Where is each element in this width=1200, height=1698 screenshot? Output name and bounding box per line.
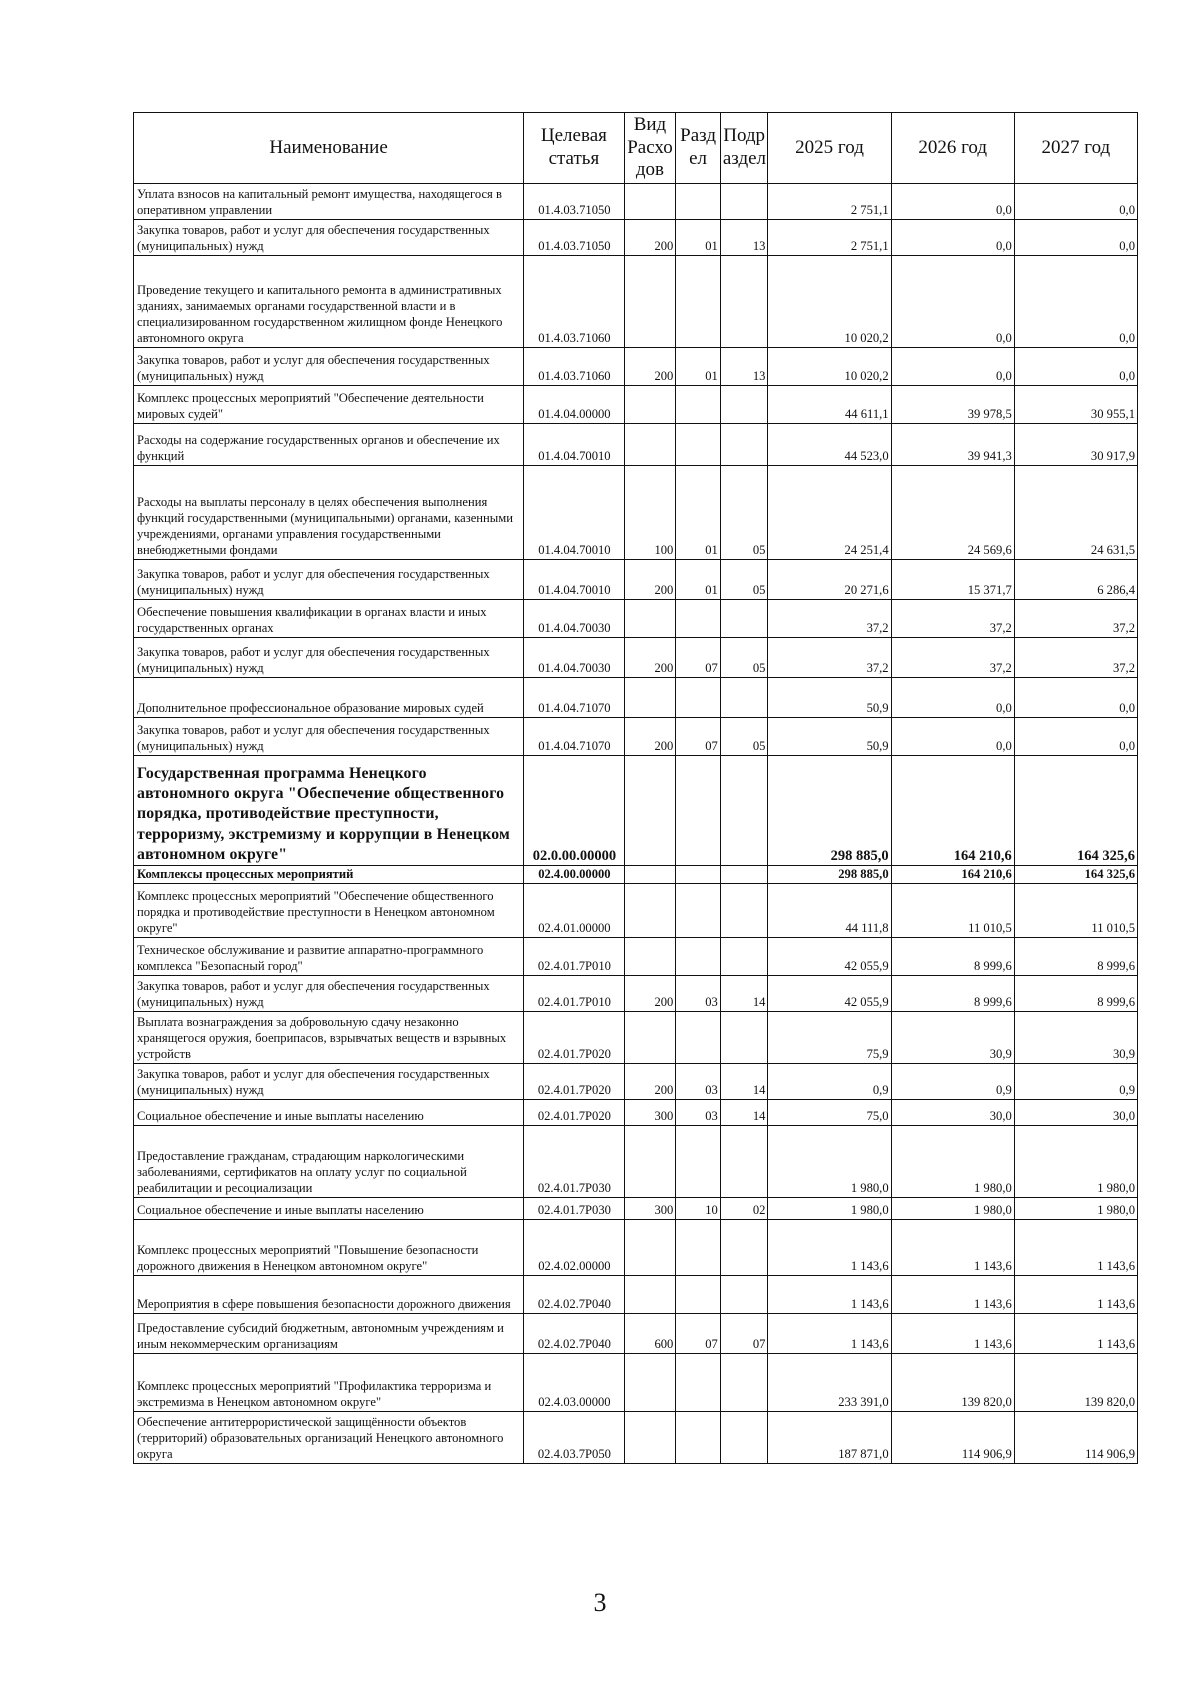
table-row (134, 1012, 1138, 1064)
cell-year-2027: 6 286,4 (1014, 560, 1137, 600)
cell-year-2025: 0,9 (768, 1064, 891, 1100)
cell-article: 01.4.03.71050 (524, 220, 624, 256)
cell-kind: 200 (624, 638, 676, 678)
cell-year-2026: 37,2 (891, 600, 1014, 638)
cell-kind (624, 386, 676, 424)
table-row (134, 638, 1138, 678)
cell-year-2025: 37,2 (768, 638, 891, 678)
cell-year-2025: 233 391,0 (768, 1354, 891, 1412)
table-row (134, 976, 1138, 1012)
cell-year-2026: 39 941,3 (891, 424, 1014, 466)
cell-year-2027: 1 980,0 (1014, 1126, 1137, 1198)
cell-name: Закупка товаров, работ и услуг для обеспечения государственных (муниципальных) нужд (134, 976, 524, 1012)
cell-year-2026: 1 143,6 (891, 1314, 1014, 1354)
cell-name: Комплекс процессных мероприятий "Профилактика терроризма и экстремизма в Ненецком автономном округе" (134, 1354, 524, 1412)
cell-year-2025: 75,9 (768, 1012, 891, 1064)
cell-article: 02.4.01.00000 (524, 884, 624, 938)
table-row (134, 1412, 1138, 1464)
cell-year-2027: 37,2 (1014, 638, 1137, 678)
cell-section: 01 (676, 220, 721, 256)
cell-article: 01.4.04.70030 (524, 600, 624, 638)
cell-year-2026: 0,0 (891, 220, 1014, 256)
cell-name: Закупка товаров, работ и услуг для обеспечения государственных (муниципальных) нужд (134, 1064, 524, 1100)
cell-kind: 200 (624, 1064, 676, 1100)
table-row (134, 1354, 1138, 1412)
cell-subsection (720, 256, 768, 348)
cell-year-2027: 164 325,6 (1014, 866, 1137, 884)
cell-year-2026: 30,0 (891, 1100, 1014, 1126)
cell-year-2026: 0,0 (891, 718, 1014, 756)
cell-year-2025: 44 111,8 (768, 884, 891, 938)
cell-year-2026: 39 978,5 (891, 386, 1014, 424)
cell-year-2025: 75,0 (768, 1100, 891, 1126)
cell-year-2025: 1 980,0 (768, 1198, 891, 1220)
cell-kind (624, 884, 676, 938)
cell-year-2027: 0,0 (1014, 718, 1137, 756)
cell-year-2026: 15 371,7 (891, 560, 1014, 600)
cell-name: Комплекс процессных мероприятий "Обеспечение общественного порядка и противодействие преступности в Ненецком автономном округе" (134, 884, 524, 938)
cell-subsection (720, 1412, 768, 1464)
cell-year-2027: 114 906,9 (1014, 1412, 1137, 1464)
cell-year-2026: 0,0 (891, 184, 1014, 220)
cell-section: 03 (676, 1100, 721, 1126)
cell-year-2025: 24 251,4 (768, 466, 891, 560)
cell-year-2027: 0,0 (1014, 184, 1137, 220)
cell-section (676, 1276, 721, 1314)
cell-subsection (720, 866, 768, 884)
cell-year-2027: 1 980,0 (1014, 1198, 1137, 1220)
cell-year-2027: 30 917,9 (1014, 424, 1137, 466)
cell-name: Закупка товаров, работ и услуг для обеспечения государственных (муниципальных) нужд (134, 638, 524, 678)
cell-section (676, 1412, 721, 1464)
cell-section (676, 1354, 721, 1412)
cell-article: 02.4.02.00000 (524, 1220, 624, 1276)
cell-section (676, 1220, 721, 1276)
cell-subsection: 05 (720, 560, 768, 600)
cell-year-2026: 8 999,6 (891, 938, 1014, 976)
cell-section (676, 1012, 721, 1064)
cell-article: 02.4.01.7Р010 (524, 976, 624, 1012)
cell-year-2027: 139 820,0 (1014, 1354, 1137, 1412)
cell-year-2025: 2 751,1 (768, 184, 891, 220)
cell-subsection (720, 386, 768, 424)
table-row (134, 386, 1138, 424)
table-row (134, 424, 1138, 466)
table-body (134, 184, 1138, 1464)
cell-kind: 100 (624, 466, 676, 560)
cell-kind (624, 1412, 676, 1464)
cell-year-2026: 1 143,6 (891, 1220, 1014, 1276)
cell-article: 01.4.04.71070 (524, 678, 624, 718)
cell-article: 02.4.01.7Р010 (524, 938, 624, 976)
cell-subsection: 14 (720, 1100, 768, 1126)
cell-kind: 200 (624, 976, 676, 1012)
cell-year-2026: 1 980,0 (891, 1126, 1014, 1198)
cell-year-2025: 37,2 (768, 600, 891, 638)
cell-kind (624, 938, 676, 976)
cell-name: Социальное обеспечение и иные выплаты населению (134, 1198, 524, 1220)
cell-year-2026: 1 980,0 (891, 1198, 1014, 1220)
cell-subsection: 14 (720, 976, 768, 1012)
cell-year-2026: 30,9 (891, 1012, 1014, 1064)
table-row (134, 600, 1138, 638)
table-row (134, 866, 1138, 884)
cell-subsection (720, 184, 768, 220)
cell-year-2027: 30,0 (1014, 1100, 1137, 1126)
cell-article: 01.4.04.71070 (524, 718, 624, 756)
cell-year-2026: 8 999,6 (891, 976, 1014, 1012)
cell-year-2026: 37,2 (891, 638, 1014, 678)
cell-subsection (720, 1354, 768, 1412)
cell-kind (624, 756, 676, 866)
table-row (134, 938, 1138, 976)
cell-section (676, 256, 721, 348)
table-row (134, 1276, 1138, 1314)
cell-subsection: 07 (720, 1314, 768, 1354)
cell-section: 01 (676, 466, 721, 560)
cell-subsection: 13 (720, 220, 768, 256)
cell-name: Техническое обслуживание и развитие аппаратно-программного комплекса "Безопасный город" (134, 938, 524, 976)
cell-kind: 300 (624, 1100, 676, 1126)
cell-year-2027: 30,9 (1014, 1012, 1137, 1064)
cell-name: Предоставление гражданам, страдающим наркологическими заболеваниями, сертификатов на оплату услуг по социальной реабилитации и ресоциализации (134, 1126, 524, 1198)
cell-section (676, 386, 721, 424)
cell-name: Расходы на выплаты персоналу в целях обеспечения выполнения функций государственными (муниципальными) органами, казенными учреждениями, органами управления государственными внебюджетными фондами (134, 466, 524, 560)
cell-year-2025: 1 980,0 (768, 1126, 891, 1198)
cell-article: 02.4.00.00000 (524, 866, 624, 884)
cell-section: 07 (676, 638, 721, 678)
cell-subsection (720, 424, 768, 466)
cell-section (676, 938, 721, 976)
cell-subsection (720, 1276, 768, 1314)
cell-section (676, 884, 721, 938)
cell-article: 02.4.03.7Р050 (524, 1412, 624, 1464)
cell-subsection: 13 (720, 348, 768, 386)
cell-year-2026: 0,0 (891, 348, 1014, 386)
cell-year-2025: 187 871,0 (768, 1412, 891, 1464)
cell-kind (624, 1126, 676, 1198)
cell-section: 10 (676, 1198, 721, 1220)
cell-name: Дополнительное профессиональное образование мировых судей (134, 678, 524, 718)
cell-name: Обеспечение повышения квалификации в органах власти и иных государственных органах (134, 600, 524, 638)
cell-subsection (720, 938, 768, 976)
cell-year-2027: 164 325,6 (1014, 756, 1137, 866)
table-row (134, 466, 1138, 560)
cell-kind (624, 256, 676, 348)
cell-article: 01.4.04.70010 (524, 560, 624, 600)
cell-kind (624, 1354, 676, 1412)
cell-year-2027: 8 999,6 (1014, 976, 1137, 1012)
cell-year-2027: 1 143,6 (1014, 1314, 1137, 1354)
cell-year-2027: 0,0 (1014, 348, 1137, 386)
table-row (134, 756, 1138, 866)
cell-kind (624, 1276, 676, 1314)
cell-article: 01.4.04.70010 (524, 466, 624, 560)
cell-year-2025: 10 020,2 (768, 256, 891, 348)
cell-name: Социальное обеспечение и иные выплаты населению (134, 1100, 524, 1126)
cell-name: Выплата вознаграждения за добровольную сдачу незаконно хранящегося оружия, боеприпасов, взрывчатых веществ и взрывных устройств (134, 1012, 524, 1064)
cell-year-2027: 0,9 (1014, 1064, 1137, 1100)
table-row (134, 718, 1138, 756)
cell-year-2026: 11 010,5 (891, 884, 1014, 938)
cell-name: Закупка товаров, работ и услуг для обеспечения государственных (муниципальных) нужд (134, 718, 524, 756)
cell-name: Проведение текущего и капитального ремонта в административных зданиях, занимаемых органами государственной власти и в специализированном государственном жилищном фонде Ненецкого автономного округа (134, 256, 524, 348)
table-row (134, 1126, 1138, 1198)
table-row (134, 1064, 1138, 1100)
cell-kind (624, 866, 676, 884)
cell-name: Расходы на содержание государственных органов и обеспечение их функций (134, 424, 524, 466)
table-row (134, 560, 1138, 600)
cell-article: 01.4.04.00000 (524, 386, 624, 424)
cell-year-2026: 0,9 (891, 1064, 1014, 1100)
cell-year-2027: 0,0 (1014, 220, 1137, 256)
cell-year-2026: 114 906,9 (891, 1412, 1014, 1464)
header-section: Разд ел (676, 113, 721, 184)
cell-year-2027: 37,2 (1014, 600, 1137, 638)
cell-article: 01.4.03.71060 (524, 256, 624, 348)
cell-article: 02.4.01.7Р030 (524, 1198, 624, 1220)
cell-year-2027: 30 955,1 (1014, 386, 1137, 424)
cell-year-2025: 50,9 (768, 718, 891, 756)
cell-subsection (720, 1126, 768, 1198)
cell-article: 01.4.03.71050 (524, 184, 624, 220)
cell-year-2027: 11 010,5 (1014, 884, 1137, 938)
table-row (134, 1220, 1138, 1276)
cell-year-2025: 44 523,0 (768, 424, 891, 466)
cell-year-2025: 10 020,2 (768, 348, 891, 386)
table-row (134, 1100, 1138, 1126)
cell-name: Комплексы процессных мероприятий (134, 866, 524, 884)
cell-kind (624, 1220, 676, 1276)
cell-article: 02.4.01.7Р020 (524, 1100, 624, 1126)
cell-year-2026: 139 820,0 (891, 1354, 1014, 1412)
cell-subsection (720, 1012, 768, 1064)
cell-year-2026: 0,0 (891, 678, 1014, 718)
cell-year-2026: 24 569,6 (891, 466, 1014, 560)
table-row (134, 256, 1138, 348)
cell-name: Предоставление субсидий бюджетным, автономным учреждениям и иным некоммерческим организациям (134, 1314, 524, 1354)
cell-kind: 600 (624, 1314, 676, 1354)
cell-subsection: 02 (720, 1198, 768, 1220)
header-year-2026: 2026 год (891, 113, 1014, 184)
cell-section: 07 (676, 718, 721, 756)
cell-kind (624, 424, 676, 466)
cell-year-2025: 1 143,6 (768, 1276, 891, 1314)
header-article: Целевая статья (524, 113, 624, 184)
cell-kind (624, 600, 676, 638)
cell-year-2025: 2 751,1 (768, 220, 891, 256)
cell-year-2027: 24 631,5 (1014, 466, 1137, 560)
cell-article: 02.4.01.7Р020 (524, 1064, 624, 1100)
cell-section: 07 (676, 1314, 721, 1354)
cell-article: 02.0.00.00000 (524, 756, 624, 866)
cell-subsection: 14 (720, 1064, 768, 1100)
table-row (134, 1198, 1138, 1220)
cell-name: Мероприятия в сфере повышения безопасности дорожного движения (134, 1276, 524, 1314)
cell-name: Закупка товаров, работ и услуг для обеспечения государственных (муниципальных) нужд (134, 220, 524, 256)
cell-name: Закупка товаров, работ и услуг для обеспечения государственных (муниципальных) нужд (134, 560, 524, 600)
cell-subsection (720, 600, 768, 638)
cell-article: 01.4.04.70030 (524, 638, 624, 678)
table-row (134, 1314, 1138, 1354)
cell-section: 03 (676, 976, 721, 1012)
cell-year-2025: 42 055,9 (768, 938, 891, 976)
cell-year-2026: 1 143,6 (891, 1276, 1014, 1314)
cell-section: 01 (676, 560, 721, 600)
header-subsection: Подр аздел (720, 113, 768, 184)
cell-subsection (720, 1220, 768, 1276)
cell-section: 03 (676, 1064, 721, 1100)
cell-year-2025: 50,9 (768, 678, 891, 718)
cell-year-2025: 44 611,1 (768, 386, 891, 424)
cell-name: Обеспечение антитеррористической защищённости объектов (территорий) образовательных организаций Ненецкого автономного округа (134, 1412, 524, 1464)
cell-name: Комплекс процессных мероприятий "Повышение безопасности дорожного движения в Ненецком автономном округе" (134, 1220, 524, 1276)
cell-subsection (720, 678, 768, 718)
cell-year-2025: 298 885,0 (768, 756, 891, 866)
cell-subsection: 05 (720, 638, 768, 678)
cell-section (676, 424, 721, 466)
cell-section (676, 1126, 721, 1198)
cell-subsection: 05 (720, 718, 768, 756)
table-row (134, 220, 1138, 256)
cell-name: Закупка товаров, работ и услуг для обеспечения государственных (муниципальных) нужд (134, 348, 524, 386)
cell-name: Комплекс процессных мероприятий "Обеспечение деятельности мировых судей" (134, 386, 524, 424)
cell-kind (624, 184, 676, 220)
cell-article: 01.4.04.70010 (524, 424, 624, 466)
cell-kind (624, 678, 676, 718)
header-name: Наименование (134, 113, 524, 184)
table-header-row (134, 113, 1138, 184)
cell-year-2027: 1 143,6 (1014, 1220, 1137, 1276)
cell-name: Государственная программа Ненецкого автономного округа "Обеспечение общественного порядка, противодействие преступности, терроризму, экстремизму и коррупции в Ненецком автономном округе" (134, 756, 524, 866)
cell-kind: 300 (624, 1198, 676, 1220)
header-year-2027: 2027 год (1014, 113, 1137, 184)
cell-subsection (720, 884, 768, 938)
cell-kind: 200 (624, 348, 676, 386)
header-year-2025: 2025 год (768, 113, 891, 184)
table-row (134, 678, 1138, 718)
cell-year-2027: 0,0 (1014, 678, 1137, 718)
cell-kind: 200 (624, 220, 676, 256)
cell-year-2025: 1 143,6 (768, 1314, 891, 1354)
cell-section (676, 600, 721, 638)
cell-section (676, 866, 721, 884)
cell-year-2026: 164 210,6 (891, 756, 1014, 866)
cell-subsection (720, 756, 768, 866)
cell-section: 01 (676, 348, 721, 386)
cell-article: 02.4.02.7Р040 (524, 1314, 624, 1354)
page-number: 3 (593, 1588, 607, 1617)
cell-article: 02.4.01.7Р020 (524, 1012, 624, 1064)
cell-kind: 200 (624, 718, 676, 756)
cell-section (676, 184, 721, 220)
cell-year-2025: 1 143,6 (768, 1220, 891, 1276)
cell-article: 02.4.02.7Р040 (524, 1276, 624, 1314)
cell-article: 02.4.03.00000 (524, 1354, 624, 1412)
cell-section (676, 756, 721, 866)
table-row (134, 348, 1138, 386)
budget-table (133, 112, 1138, 1464)
cell-year-2025: 42 055,9 (768, 976, 891, 1012)
cell-year-2027: 0,0 (1014, 256, 1137, 348)
cell-year-2027: 8 999,6 (1014, 938, 1137, 976)
cell-section (676, 678, 721, 718)
table-row (134, 884, 1138, 938)
header-kind: Вид Расхо дов (624, 113, 676, 184)
cell-kind: 200 (624, 560, 676, 600)
cell-year-2025: 20 271,6 (768, 560, 891, 600)
cell-subsection: 05 (720, 466, 768, 560)
table-row (134, 184, 1138, 220)
cell-name: Уплата взносов на капитальный ремонт имущества, находящегося в оперативном управлении (134, 184, 524, 220)
cell-article: 02.4.01.7Р030 (524, 1126, 624, 1198)
cell-kind (624, 1012, 676, 1064)
cell-year-2025: 298 885,0 (768, 866, 891, 884)
cell-year-2026: 0,0 (891, 256, 1014, 348)
cell-year-2026: 164 210,6 (891, 866, 1014, 884)
cell-article: 01.4.03.71060 (524, 348, 624, 386)
cell-year-2027: 1 143,6 (1014, 1276, 1137, 1314)
